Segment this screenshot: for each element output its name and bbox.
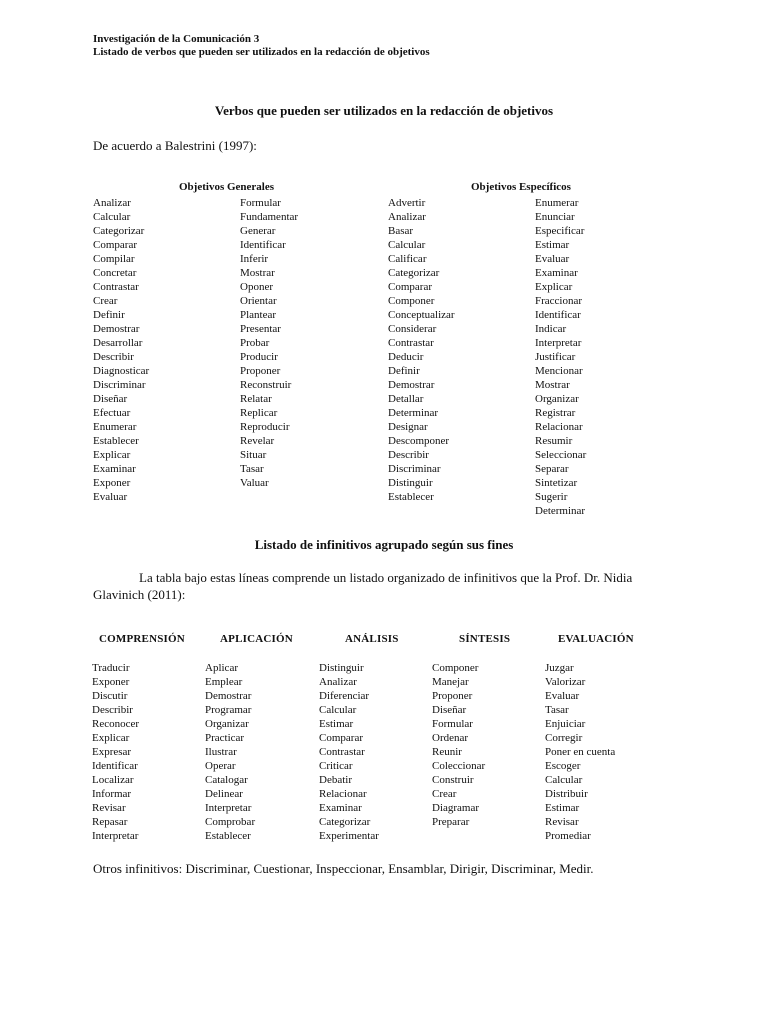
list-item: Traducir (92, 662, 130, 674)
list-item: Crear (432, 788, 457, 800)
list-item: Categorizar (319, 816, 371, 828)
list-item: Tasar (240, 463, 264, 475)
list-item: Exponer (93, 477, 131, 489)
list-item: Enumerar (93, 421, 137, 433)
list-item: Identificar (92, 760, 138, 772)
list-item: Tasar (545, 704, 569, 716)
list-item: Emplear (205, 676, 243, 688)
list-item: Identificar (535, 309, 581, 321)
list-item: Interpretar (535, 337, 582, 349)
list-item: Basar (388, 225, 414, 237)
otros-infinitivos-paragraph: Otros infinitivos: Discriminar, Cuestionar, Inspeccionar, Ensamblar, Dirigir, Discriminar, Medir. (93, 861, 594, 876)
list-item: Desarrollar (93, 337, 143, 349)
list-item: Efectuar (93, 407, 131, 419)
list-item: Explicar (535, 281, 573, 293)
list-item: Escoger (545, 760, 581, 772)
list-item: Corregir (545, 732, 583, 744)
list-item: Interpretar (205, 802, 252, 814)
especificos-column-2 (535, 196, 586, 518)
list-item: Relatar (240, 393, 272, 405)
list-item: Identificar (240, 239, 286, 251)
list-item: Probar (240, 337, 270, 349)
list-item: Calcular (545, 774, 583, 786)
list-item: Contrastar (319, 746, 365, 758)
list-item: Analizar (319, 676, 357, 688)
list-item: Evaluar (545, 690, 580, 702)
list-item: Discriminar (93, 379, 146, 391)
especificos-column-1 (388, 196, 455, 504)
list-item: Informar (92, 788, 132, 800)
list-item: Designar (388, 421, 428, 433)
column-header-comprension: COMPRENSIÓN (99, 633, 185, 645)
list-item: Experimentar (319, 830, 379, 842)
list-item: Manejar (432, 676, 469, 688)
list-item: Valuar (240, 477, 269, 489)
list-item: Mostrar (535, 379, 570, 391)
list-item: Distinguir (388, 477, 433, 489)
list-item: Diferenciar (319, 690, 370, 702)
evaluacion-list (545, 661, 615, 843)
list-item: Expresar (92, 746, 132, 758)
list-item: Discriminar (388, 463, 441, 475)
list-item: Demostrar (205, 690, 252, 702)
list-item: Proponer (432, 690, 473, 702)
objetivos-especificos-heading: Objetivos Específicos (471, 181, 571, 193)
list-item: Estimar (319, 718, 354, 730)
list-item: Definir (93, 309, 125, 321)
list-item: Registrar (535, 407, 576, 419)
list-item: Calcular (388, 239, 426, 251)
list-item: Explicar (92, 732, 130, 744)
list-item: Distinguir (319, 662, 364, 674)
document-header-subtitle: Listado de verbos que pueden ser utilizados en la redacción de objetivos (93, 46, 430, 58)
list-item: Criticar (319, 760, 353, 772)
list-item: Calcular (319, 704, 357, 716)
list-item: Evaluar (535, 253, 570, 265)
generales-column-2 (240, 196, 298, 490)
intro-paragraph: La tabla bajo estas líneas comprende un listado organizado de infinitivos que la Prof. Dr. Nidia Glavinich (2011): (93, 570, 633, 602)
list-item: Relacionar (535, 421, 583, 433)
list-item: Producir (240, 351, 278, 363)
list-item: Localizar (92, 774, 134, 786)
list-item: Indicar (535, 323, 567, 335)
list-item: Exponer (92, 676, 130, 688)
list-item: Comparar (388, 281, 432, 293)
list-item: Concretar (93, 267, 137, 279)
source-citation: De acuerdo a Balestrini (1997): (93, 138, 257, 153)
list-item: Promediar (545, 830, 591, 842)
list-item: Valorizar (545, 676, 586, 688)
section-title-verbos: Verbos que pueden ser utilizados en la redacción de objetivos (214, 103, 554, 118)
list-item: Describir (92, 704, 133, 716)
list-item: Estimar (545, 802, 580, 814)
list-item: Crear (93, 295, 118, 307)
list-item: Reunir (432, 746, 462, 758)
list-item: Relacionar (319, 788, 367, 800)
list-item: Justificar (535, 351, 576, 363)
document-header-course: Investigación de la Comunicación 3 (93, 33, 260, 45)
list-item: Resumir (535, 435, 573, 447)
list-item: Diagnosticar (93, 365, 150, 377)
list-item: Contrastar (388, 337, 434, 349)
list-item: Sintetizar (535, 477, 578, 489)
column-header-evaluacion: EVALUACIÓN (558, 633, 634, 645)
list-item: Evaluar (93, 491, 128, 503)
list-item: Demostrar (388, 379, 435, 391)
list-item: Ilustrar (205, 746, 237, 758)
list-item: Examinar (535, 267, 578, 279)
list-item: Determinar (535, 505, 586, 517)
list-item: Generar (240, 225, 276, 237)
list-item: Especificar (535, 225, 585, 237)
sintesis-list (432, 661, 485, 829)
objetivos-generales-heading: Objetivos Generales (179, 181, 275, 193)
list-item: Mostrar (240, 267, 275, 279)
list-item: Revisar (545, 816, 579, 828)
list-item: Categorizar (93, 225, 145, 237)
list-item: Calcular (93, 211, 131, 223)
list-item: Inferir (240, 253, 269, 265)
list-item: Fraccionar (535, 295, 583, 307)
list-item: Analizar (93, 197, 131, 209)
list-item: Establecer (205, 830, 251, 842)
column-header-aplicacion: APLICACIÓN (220, 633, 293, 645)
list-item: Aplicar (205, 662, 238, 674)
list-item: Preparar (432, 816, 470, 828)
list-item: Construir (432, 774, 474, 786)
list-item: Orientar (240, 295, 277, 307)
list-item: Debatir (319, 774, 352, 786)
list-item: Diseñar (432, 704, 467, 716)
list-item: Contrastar (93, 281, 139, 293)
list-item: Establecer (388, 491, 434, 503)
list-item: Reconstruir (240, 379, 292, 391)
list-item: Revisar (92, 802, 126, 814)
list-item: Explicar (93, 449, 131, 461)
list-item: Replicar (240, 407, 278, 419)
list-item: Examinar (319, 802, 362, 814)
list-item: Diagramar (432, 802, 480, 814)
list-item: Delinear (205, 788, 243, 800)
list-item: Juzgar (545, 662, 574, 674)
list-item: Describir (93, 351, 134, 363)
list-item: Distribuir (545, 788, 588, 800)
list-item: Reconocer (92, 718, 140, 730)
list-item: Revelar (240, 435, 275, 447)
list-item: Enunciar (535, 211, 575, 223)
list-item: Situar (240, 449, 267, 461)
list-item: Practicar (205, 732, 245, 744)
list-item: Plantear (240, 309, 277, 321)
list-item: Enumerar (535, 197, 579, 209)
list-item: Poner en cuenta (545, 746, 616, 758)
generales-column-1 (93, 196, 149, 504)
column-header-analisis: ANÁLISIS (345, 633, 399, 645)
list-item: Compilar (93, 253, 135, 265)
list-item: Conceptualizar (388, 309, 455, 321)
list-item: Sugerir (535, 491, 568, 503)
list-item: Componer (388, 295, 435, 307)
list-item: Componer (432, 662, 479, 674)
list-item: Repasar (92, 816, 128, 828)
list-item: Reproducir (240, 421, 290, 433)
list-item: Comprobar (205, 816, 256, 828)
list-item: Analizar (388, 211, 426, 223)
list-item: Proponer (240, 365, 281, 377)
list-item: Formular (432, 718, 473, 730)
list-item: Describir (388, 449, 429, 461)
list-item: Ordenar (432, 732, 469, 744)
list-item: Deducir (388, 351, 424, 363)
list-item: Organizar (535, 393, 579, 405)
aplicacion-list (205, 661, 255, 843)
list-item: Detallar (388, 393, 424, 405)
list-item: Oponer (240, 281, 273, 293)
list-item: Organizar (205, 718, 249, 730)
analisis-list (319, 661, 379, 843)
list-item: Categorizar (388, 267, 440, 279)
list-item: Definir (388, 365, 420, 377)
list-item: Estimar (535, 239, 570, 251)
list-item: Examinar (93, 463, 136, 475)
section-title-infinitivos: Listado de infinitivos agrupado según sus fines (254, 537, 514, 552)
list-item: Catalogar (205, 774, 248, 786)
list-item: Discutir (92, 690, 128, 702)
comprension-list (92, 661, 139, 843)
list-item: Comparar (319, 732, 363, 744)
list-item: Determinar (388, 407, 439, 419)
list-item: Presentar (240, 323, 281, 335)
list-item: Comparar (93, 239, 137, 251)
list-item: Advertir (388, 197, 426, 209)
list-item: Diseñar (93, 393, 128, 405)
list-item: Formular (240, 197, 281, 209)
list-item: Demostrar (93, 323, 140, 335)
list-item: Enjuiciar (545, 718, 586, 730)
list-item: Separar (535, 463, 569, 475)
list-item: Seleccionar (535, 449, 587, 461)
list-item: Descomponer (388, 435, 450, 447)
list-item: Interpretar (92, 830, 139, 842)
list-item: Considerar (388, 323, 437, 335)
list-item: Coleccionar (432, 760, 486, 772)
list-item: Programar (205, 704, 252, 716)
list-item: Establecer (93, 435, 139, 447)
column-header-sintesis: SÍNTESIS (459, 633, 511, 645)
list-item: Operar (205, 760, 236, 772)
list-item: Calificar (388, 253, 427, 265)
list-item: Mencionar (535, 365, 583, 377)
list-item: Fundamentar (240, 211, 299, 223)
